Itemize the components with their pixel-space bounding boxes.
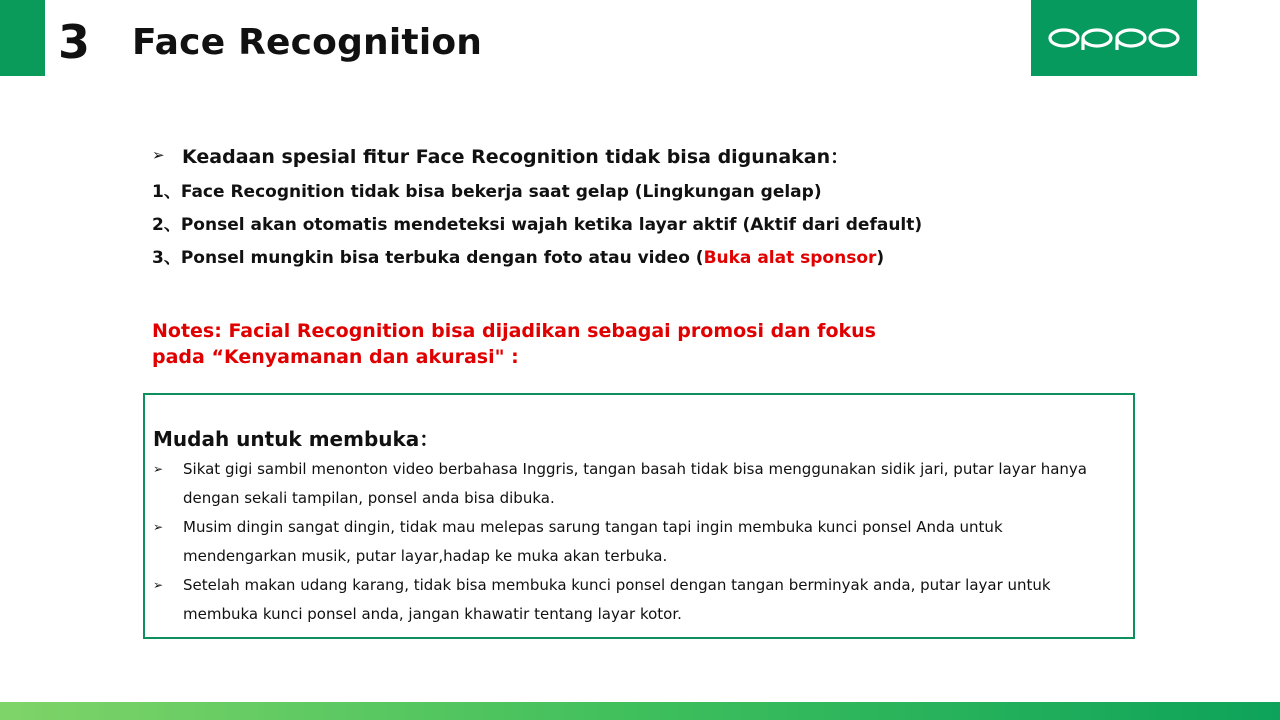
intro-heading [152, 142, 1052, 168]
oppo-logo-mark [1048, 26, 1180, 50]
list-item-number: 2、 [152, 215, 181, 235]
list-item-text: Face Recognition tidak bisa bekerja saat gelap (Lingkungan gelap) [180, 182, 822, 202]
arrow-bullet-icon: ➢ [153, 520, 164, 534]
footer-gradient-bar [0, 702, 1280, 720]
intro-heading-text: Keadaan spesial fitur Face Recognition tidak bisa digunakan： [182, 145, 850, 168]
list-item [153, 513, 1113, 571]
list-item [152, 176, 1052, 209]
list-item-highlight: Buka alat sponsor [703, 248, 877, 268]
list-item-number: 1、 [152, 182, 181, 202]
arrow-bullet-icon: ➢ [153, 578, 164, 592]
slide-number: 3 [58, 15, 91, 69]
list-item-text: Sikat gigi sambil menonton video berbahasa Inggris, tangan basah tidak bisa menggunakan sidik jari, putar layar hanya dengan sekali tampilan, ponsel anda bisa dibuka. [183, 460, 1087, 507]
accent-bar [0, 0, 45, 76]
benefit-list [153, 455, 1113, 629]
list-item-text: Ponsel mungkin bisa terbuka dengan foto atau video ( [180, 248, 704, 268]
list-item-text: Ponsel akan otomatis mendeteksi wajah ketika layar aktif (Aktif dari default) [180, 215, 923, 235]
arrow-bullet-icon: ➢ [152, 146, 165, 164]
notes-text: Notes: Facial Recognition bisa dijadikan sebagai promosi dan fokus pada “Kenyamanan dan akurasi" : [152, 320, 876, 368]
arrow-bullet-icon: ➢ [153, 462, 164, 476]
list-item-number: 3、 [152, 248, 181, 268]
numbered-list [152, 176, 1052, 275]
list-item [152, 242, 1052, 275]
benefit-box [143, 393, 1135, 639]
list-item [153, 455, 1113, 513]
intro-block [152, 142, 1052, 275]
list-item-text: Setelah makan udang karang, tidak bisa membuka kunci ponsel dengan tangan berminyak anda, putar layar untuk membuka kunci ponsel anda, jangan khawatir tentang layar kotor. [183, 576, 1051, 623]
list-item-tail: ) [876, 248, 885, 268]
list-item-text: Musim dingin sangat dingin, tidak mau melepas sarung tangan tapi ingin membuka kunci ponsel Anda untuk mendengarkan musik, putar layar,hadap ke muka akan terbuka. [183, 518, 1003, 565]
slide-title: Face Recognition [132, 22, 483, 63]
benefit-heading: Mudah untuk membuka： [153, 427, 440, 451]
oppo-logo [1031, 0, 1197, 76]
list-item [153, 571, 1113, 629]
list-item [152, 209, 1052, 242]
